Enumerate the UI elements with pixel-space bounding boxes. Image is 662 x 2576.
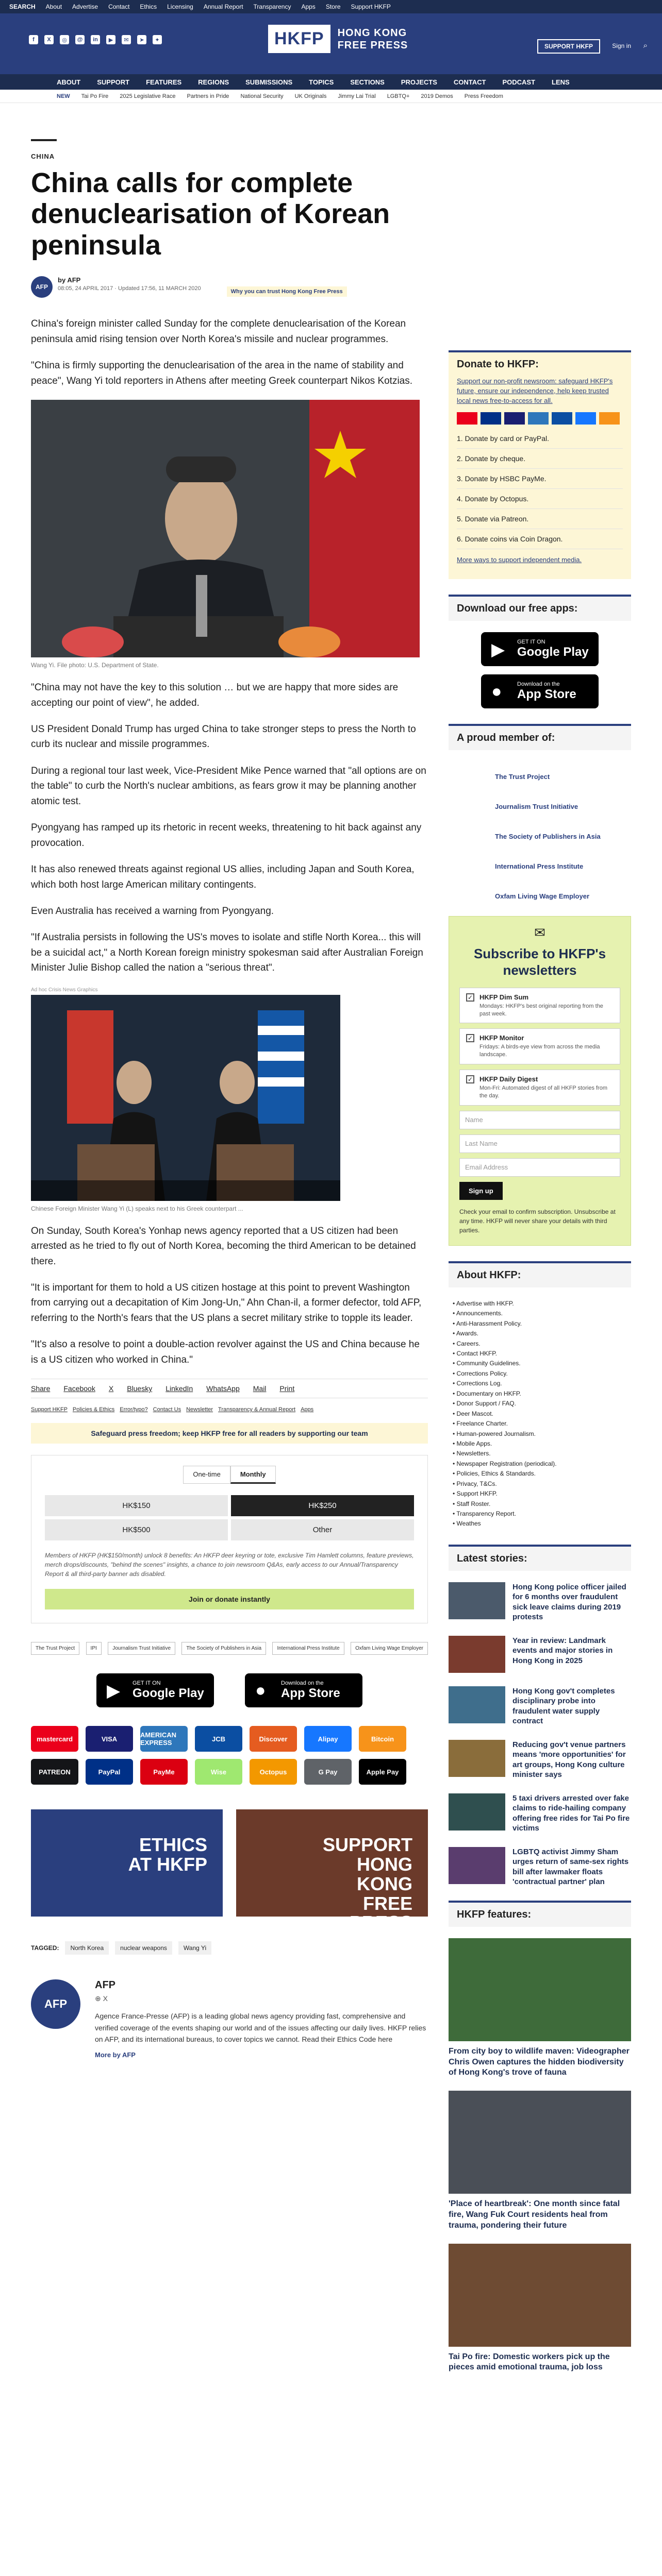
article-paragraph: US President Donald Trump has urged China to take stronger steps to press the North to curb its nuclear and missile programmes. bbox=[31, 724, 416, 750]
story-headline[interactable]: Hong Kong gov't completes disciplinary probe into fraudulent water supply contract bbox=[512, 1686, 615, 1726]
trending-link[interactable]: UK Originals bbox=[294, 93, 327, 99]
member-perks: Members of HKFP (HK$150/month) unlock 8 benefits: An HKFP deer keyring or tote, exclusive Tim Hamlett columns, feature previews, merch drops/discounts, "behind the scenes" insights, a chance to join newsroom Q&As, early access to our Annual/Transparency Report & all third-party banner ads disabled. bbox=[45, 1552, 414, 1578]
donate-option[interactable]: 5. Donate via Patreon. bbox=[457, 509, 623, 529]
by-prefix: by bbox=[58, 276, 68, 284]
payment-methods bbox=[31, 1726, 428, 1785]
about-link[interactable]: • Staff Roster. bbox=[453, 1500, 491, 1507]
payment-logo: Apple Pay bbox=[359, 1759, 406, 1785]
share-link[interactable]: X bbox=[108, 1384, 114, 1393]
about-link[interactable]: • Transparency Report. bbox=[453, 1510, 516, 1517]
trending-link[interactable]: Jimmy Lai Trial bbox=[338, 93, 376, 99]
sign-up-button[interactable]: Sign up bbox=[459, 1182, 503, 1200]
about-link[interactable]: • Policies, Ethics & Standards. bbox=[453, 1470, 536, 1478]
member-logo[interactable]: The Trust Project bbox=[495, 772, 550, 781]
article-photo-athens bbox=[31, 995, 340, 1201]
apple-icon: ● bbox=[491, 682, 502, 702]
latest-story[interactable] bbox=[449, 1847, 631, 1887]
app-store-button[interactable] bbox=[245, 1673, 362, 1707]
partner-logos bbox=[31, 1642, 428, 1655]
article-category[interactable]: CHINA bbox=[31, 152, 55, 160]
newsletter-option-text bbox=[479, 1075, 614, 1100]
about-link[interactable]: • Community Guidelines. bbox=[453, 1360, 521, 1367]
play-small-text: GET IT ON bbox=[517, 639, 545, 646]
tag-chip[interactable]: nuclear weapons bbox=[115, 1941, 172, 1955]
google-play-icon: ▶ bbox=[107, 1681, 121, 1701]
payment-logo: Discover bbox=[250, 1726, 297, 1752]
logo-line-2: FREE PRESS bbox=[337, 39, 408, 51]
footer-link[interactable]: Transparency & Annual Report bbox=[218, 1406, 296, 1413]
payment-logo: Wise bbox=[195, 1759, 242, 1785]
photo2-caption: Chinese Foreign Minister Wang Yi (L) speaks next to his Greek counterpart ... bbox=[31, 1205, 243, 1212]
brand-header bbox=[0, 13, 662, 74]
share-link[interactable]: LinkedIn bbox=[166, 1384, 193, 1393]
donate-option[interactable]: 6. Donate coins via Coin Dragon. bbox=[457, 529, 623, 549]
feature-story[interactable] bbox=[449, 2244, 631, 2374]
article-paragraph: "It's also a resolve to point a double-action revolver against the US and China because he is a US citizen who worked in China." bbox=[31, 1339, 420, 1365]
payment-logo: Bitcoin bbox=[359, 1726, 406, 1752]
story-thumbnail[interactable] bbox=[449, 1636, 505, 1673]
checkbox[interactable]: ✓ bbox=[466, 1075, 474, 1083]
feature-stories bbox=[449, 1938, 631, 2373]
story-thumbnail[interactable] bbox=[449, 1793, 505, 1831]
payment-logo: Octopus bbox=[250, 1759, 297, 1785]
amount-option[interactable]: Other bbox=[231, 1519, 414, 1540]
bitcoin-icon bbox=[599, 412, 620, 425]
donate-card bbox=[449, 350, 631, 579]
article-paragraph: "If Australia persists in following the US's moves to isolate and stifle North Korea... this will be a suicidal act," a North Korean foreign ministry spokesman said after Australian Foreign Minister Julie Bishop called the nation a "serious threat". bbox=[31, 932, 423, 974]
newsletter-option-text bbox=[479, 993, 614, 1018]
trending-link[interactable]: Press Freedom bbox=[464, 93, 503, 99]
author-box bbox=[31, 1979, 428, 2059]
promo-text: SUPPORT HONG KONG FREE PRESS bbox=[322, 1834, 412, 1934]
trending-link[interactable]: Tai Po Fire bbox=[81, 93, 109, 99]
freq-monthly[interactable]: Monthly bbox=[230, 1466, 276, 1484]
top-link[interactable]: Support HKFP bbox=[351, 3, 391, 10]
story-headline[interactable]: Hong Kong police officer jailed for 6 months over fraudulent sick leave claims during 2019 protests bbox=[512, 1582, 626, 1622]
trending-bar bbox=[0, 90, 662, 103]
feature-image[interactable] bbox=[449, 2091, 631, 2194]
about-links bbox=[449, 1299, 631, 1529]
google-play-button[interactable] bbox=[96, 1673, 214, 1707]
youtube-icon[interactable]: ▶ bbox=[106, 35, 115, 44]
about-link[interactable]: • Advertise with HKFP. bbox=[453, 1299, 514, 1307]
promo-banner[interactable] bbox=[31, 1809, 223, 1917]
top-link[interactable]: Store bbox=[325, 3, 341, 10]
amount-option-selected[interactable]: HK$250 bbox=[231, 1495, 414, 1516]
promo-text: ETHICS AT HKFP bbox=[128, 1834, 207, 1875]
latest-stories bbox=[449, 1582, 631, 1887]
story-thumbnail[interactable] bbox=[449, 1582, 505, 1619]
mastercard-icon bbox=[457, 412, 477, 425]
member-logo[interactable]: Oxfam Living Wage Employer bbox=[495, 892, 590, 900]
last-name-field[interactable]: Last Name bbox=[459, 1134, 620, 1153]
about-link[interactable]: • Corrections Log. bbox=[453, 1380, 502, 1387]
trending-link[interactable]: National Security bbox=[240, 93, 284, 99]
search-icon[interactable]: ⌕ bbox=[643, 41, 648, 50]
member-logos bbox=[449, 761, 631, 911]
play-small-text: GET IT ON bbox=[133, 1680, 161, 1687]
visa-icon bbox=[504, 412, 525, 425]
photo-illustration-2 bbox=[31, 995, 340, 1201]
footer-link[interactable]: Policies & Ethics bbox=[72, 1406, 115, 1413]
article-footer-links bbox=[31, 1406, 428, 1413]
photo2-credit: Ad hoc Crisis News Graphics bbox=[31, 987, 98, 993]
sidebar-app-store-button[interactable] bbox=[481, 674, 599, 708]
top-link[interactable]: Licensing bbox=[167, 3, 193, 10]
footer-link[interactable]: Contact Us bbox=[153, 1406, 181, 1413]
top-link[interactable]: Ethics bbox=[140, 3, 157, 10]
promo-banners bbox=[31, 1809, 428, 1934]
payment-logo: PATREON bbox=[31, 1759, 78, 1785]
top-link[interactable]: Annual Report bbox=[203, 3, 243, 10]
latest-story[interactable] bbox=[449, 1793, 631, 1834]
footer-link[interactable]: Newsletter bbox=[186, 1406, 213, 1413]
newsletter-option-desc: Mon-Fri: Automated digest of all HKFP stories from the day. bbox=[479, 1085, 607, 1099]
newsletter-option[interactable] bbox=[459, 1070, 620, 1106]
logo-wordmark bbox=[338, 27, 408, 52]
author-name: AFP bbox=[67, 276, 81, 284]
join-donate-button[interactable]: Join or donate instantly bbox=[45, 1589, 414, 1609]
footer-link[interactable]: Support HKFP bbox=[31, 1406, 68, 1413]
apps-title: Download our free apps: bbox=[449, 595, 631, 621]
member-title: A proud member of: bbox=[449, 724, 631, 750]
checkbox[interactable]: ✓ bbox=[466, 1034, 474, 1042]
byline-text bbox=[58, 276, 201, 292]
more-by-author-link[interactable]: More by AFP bbox=[95, 2051, 136, 2059]
newsletter-option[interactable] bbox=[459, 1028, 620, 1064]
article-tags bbox=[31, 1941, 428, 1955]
article-photo-wang-yi bbox=[31, 400, 420, 657]
support-hkfp-button[interactable]: SUPPORT HKFP bbox=[537, 39, 600, 54]
sign-in-link[interactable]: Sign in bbox=[612, 42, 631, 49]
mail-icon[interactable]: ✉ bbox=[122, 35, 131, 44]
jcb-icon bbox=[552, 412, 572, 425]
article-paragraph: During a regional tour last week, Vice-President Mike Pence warned that "all options are on the table" to curb the North's nuclear ambitions, as fears grow it may be planning another atomic test. bbox=[31, 765, 426, 807]
nav-item[interactable]: ABOUT bbox=[57, 78, 81, 86]
share-link[interactable]: Facebook bbox=[63, 1384, 95, 1393]
article-paragraph: Pyongyang has ramped up its rhetoric in recent weeks, threatening to hit back against any provocation. bbox=[31, 822, 422, 849]
photo-illustration bbox=[31, 400, 420, 657]
nav-item[interactable]: PROJECTS bbox=[401, 78, 437, 86]
x-icon[interactable]: X bbox=[44, 35, 54, 44]
donate-option[interactable]: 4. Donate by Octopus. bbox=[457, 489, 623, 509]
story-headline[interactable]: LGBTQ activist Jimmy Sham urges return of same-sex rights bill after lawmaker floats 'contractual partner' plan bbox=[512, 1847, 629, 1887]
top-utility-bar bbox=[0, 0, 662, 13]
about-link[interactable]: • Weathes bbox=[453, 1520, 481, 1528]
payment-logo: VISA bbox=[86, 1726, 133, 1752]
trending-link[interactable]: 2019 Demos bbox=[421, 93, 453, 99]
app-store-buttons bbox=[31, 1673, 428, 1707]
nav-item[interactable]: PODCAST bbox=[502, 78, 536, 86]
instagram-icon[interactable]: ◎ bbox=[60, 35, 69, 44]
date-text: 08:05, 24 APRIL 2017 bbox=[58, 285, 113, 292]
article-body-part-1 bbox=[31, 316, 428, 388]
trending-link[interactable]: 2025 Legislative Race bbox=[120, 93, 176, 99]
newsletter-option-title: HKFP Dim Sum bbox=[479, 993, 529, 1001]
apple-small-text: Download on the bbox=[281, 1680, 324, 1687]
donate-widget bbox=[31, 1455, 428, 1623]
newsletter-options bbox=[459, 988, 620, 1106]
about-link[interactable]: • Contact HKFP. bbox=[453, 1350, 498, 1357]
share-link[interactable]: Print bbox=[279, 1384, 295, 1393]
top-link[interactable]: Advertise bbox=[72, 3, 98, 10]
email-field[interactable]: Email Address bbox=[459, 1158, 620, 1177]
newsletter-option-title: HKFP Daily Digest bbox=[479, 1075, 538, 1083]
article-column bbox=[31, 139, 428, 2059]
trust-banner-link[interactable]: Why you can trust Hong Kong Free Press bbox=[227, 286, 347, 297]
donate-card-payment-icons bbox=[457, 412, 623, 425]
newsletter-note: Check your email to confirm subscription. Unsubscribe at any time. HKFP will never share your details with third parties. bbox=[459, 1208, 616, 1234]
newsletter-option-desc: Fridays: A birds-eye view from across the media landscape. bbox=[479, 1044, 600, 1058]
feature-headline[interactable]: Tai Po fire: Domestic workers pick up the pieces amid emotional trauma, job loss bbox=[449, 2352, 610, 2372]
latest-story[interactable] bbox=[449, 1636, 631, 1673]
feature-headline[interactable]: 'Place of heartbreak': One month since fatal fire, Wang Fuk Court residents heal from trauma, pondering their future bbox=[449, 2199, 620, 2230]
latest-story[interactable] bbox=[449, 1740, 631, 1780]
google-play-icon: ▶ bbox=[491, 640, 505, 660]
member-logo[interactable]: International Press Institute bbox=[495, 862, 584, 870]
sidebar-google-play-button[interactable] bbox=[481, 632, 599, 666]
partner-logo[interactable]: IPI bbox=[86, 1642, 102, 1655]
partner-logo[interactable]: The Society of Publishers in Asia bbox=[181, 1642, 266, 1655]
first-name-field[interactable]: Name bbox=[459, 1111, 620, 1129]
more-ways-link[interactable]: More ways to support independent media. bbox=[457, 555, 582, 564]
newsletter-option[interactable] bbox=[459, 988, 620, 1024]
share-link[interactable]: Share bbox=[31, 1384, 51, 1393]
story-headline[interactable]: 5 taxi drivers arrested over fake claims to ride-hailing company offering free rides for Tai Po fire victims bbox=[512, 1793, 630, 1833]
frequency-toggle bbox=[45, 1466, 414, 1484]
telegram-icon[interactable]: ➤ bbox=[137, 35, 146, 44]
publish-date: 08:05, 24 APRIL 2017 · Updated 17:56, 11 MARCH 2020 bbox=[58, 285, 201, 292]
payment-logo: mastercard bbox=[31, 1726, 78, 1752]
about-link[interactable]: • Newsletters. bbox=[453, 1450, 491, 1458]
payment-logo: JCB bbox=[195, 1726, 242, 1752]
nav-item[interactable]: SUBMISSIONS bbox=[245, 78, 293, 86]
about-link[interactable]: • Careers. bbox=[453, 1340, 481, 1347]
payment-logo: G Pay bbox=[304, 1759, 352, 1785]
share-link[interactable]: Mail bbox=[253, 1384, 267, 1393]
threads-icon[interactable]: @ bbox=[75, 35, 85, 44]
member-logo[interactable]: Journalism Trust Initiative bbox=[495, 802, 578, 810]
trending-link[interactable]: Partners in Pride bbox=[187, 93, 229, 99]
latest-title: Latest stories: bbox=[449, 1545, 631, 1571]
share-link[interactable]: WhatsApp bbox=[206, 1384, 240, 1393]
newsletter-option-text bbox=[479, 1034, 614, 1059]
about-link[interactable]: • Donor Support / FAQ. bbox=[453, 1400, 516, 1408]
donate-card-blurb[interactable]: Support our non-profit newsroom: safeguard HKFP's future, ensure our independence, help keep trusted local news free-to-access for all. bbox=[457, 377, 613, 404]
footer-link[interactable]: Error/typo? bbox=[120, 1406, 148, 1413]
freq-one-time[interactable]: One-time bbox=[183, 1466, 230, 1484]
amount-option[interactable]: HK$150 bbox=[45, 1495, 228, 1516]
article-paragraph: "China may not have the key to this solution … but we are happy that more sides are accepting our point of view", he added. bbox=[31, 682, 399, 708]
tag-chip[interactable]: North Korea bbox=[65, 1941, 109, 1955]
about-link[interactable]: • Privacy, T&Cs. bbox=[453, 1480, 497, 1487]
story-headline[interactable]: Reducing gov't venue partners means 'more opportunities' for art groups, Hong Kong culture minister says bbox=[512, 1740, 626, 1780]
play-big-text: Google Play bbox=[517, 645, 589, 659]
top-link[interactable]: Transparency bbox=[253, 3, 291, 10]
byline bbox=[31, 276, 428, 298]
features-title: HKFP features: bbox=[449, 1901, 631, 1927]
article-body-part-3 bbox=[31, 1224, 428, 1368]
article-title: China calls for complete denuclearisation of Korean peninsula bbox=[31, 167, 390, 261]
about-link[interactable]: • Freelance Charter. bbox=[453, 1420, 508, 1428]
partner-logo[interactable]: Oxfam Living Wage Employer bbox=[351, 1642, 428, 1655]
newsletter-option-title: HKFP Monitor bbox=[479, 1034, 524, 1042]
donate-option[interactable]: 1. Donate by card or PayPal. bbox=[457, 429, 623, 449]
story-thumbnail[interactable] bbox=[449, 1740, 505, 1777]
facebook-icon[interactable]: f bbox=[29, 35, 38, 44]
top-search-link[interactable]: SEARCH bbox=[9, 3, 36, 10]
author-link[interactable] bbox=[58, 276, 201, 284]
partner-logo[interactable]: The Trust Project bbox=[31, 1642, 79, 1655]
tag-chip[interactable]: Wang Yi bbox=[178, 1941, 211, 1955]
feature-image[interactable] bbox=[449, 1938, 631, 2041]
nav-item[interactable]: FEATURES bbox=[146, 78, 182, 86]
top-link[interactable]: Contact bbox=[108, 3, 130, 10]
checkbox[interactable]: ✓ bbox=[466, 993, 474, 1002]
about-link[interactable]: • Mobile Apps. bbox=[453, 1439, 492, 1447]
about-link[interactable]: • Support HKFP. bbox=[453, 1490, 498, 1498]
story-thumbnail[interactable] bbox=[449, 1686, 505, 1723]
about-link[interactable]: • Human-powered Journalism. bbox=[453, 1430, 536, 1437]
logo-mark: HKFP bbox=[268, 25, 330, 53]
donate-option[interactable]: 3. Donate by HSBC PayMe. bbox=[457, 469, 623, 489]
about-link[interactable]: • Corrections Policy. bbox=[453, 1369, 508, 1377]
payment-logo: Alipay bbox=[304, 1726, 352, 1752]
article-paragraph: On Sunday, South Korea's Yonhap news agency reported that a US citizen had been arrested as he tried to fly out of North Korea, becoming the third American to be detained there. bbox=[31, 1225, 416, 1267]
about-link[interactable]: • Anti-Harassment Policy. bbox=[453, 1319, 522, 1327]
social-icons bbox=[29, 35, 162, 44]
globe-icon[interactable]: ⊕ bbox=[95, 1994, 101, 2003]
trending-link[interactable]: LGBTQ+ bbox=[387, 93, 410, 99]
amount-options bbox=[45, 1495, 414, 1540]
member-logo[interactable]: The Society of Publishers in Asia bbox=[495, 832, 601, 840]
author-box-text bbox=[95, 1979, 428, 2059]
nav-item[interactable]: LENS bbox=[552, 78, 570, 86]
share-link[interactable]: Bluesky bbox=[127, 1384, 153, 1393]
updated-text: Updated 17:56, 11 MARCH 2020 bbox=[118, 285, 201, 292]
latest-story[interactable] bbox=[449, 1686, 631, 1726]
paypal-icon bbox=[481, 412, 501, 425]
story-headline[interactable]: Year in review: Landmark events and major stories in Hong Kong in 2025 bbox=[512, 1636, 613, 1665]
article-paragraph: It has also renewed threats against regional US allies, including Japan and South Korea, which both host large American military contingents. bbox=[31, 864, 415, 890]
payment-logo: PayPal bbox=[86, 1759, 133, 1785]
amex-icon bbox=[528, 412, 549, 425]
footer-link[interactable]: Apps bbox=[301, 1406, 314, 1413]
about-link[interactable]: • Awards. bbox=[453, 1330, 479, 1337]
author-box-bio: Agence France-Presse (AFP) is a leading global news agency providing fast, comprehensive and verified coverage of the events shaping our world and of the issues affecting our daily lives. HKFP relies on AFP, and its international bureaus, to cover topics we cannot. Read their Ethics Code here bbox=[95, 2012, 426, 2043]
bluesky-icon[interactable]: ✦ bbox=[153, 35, 162, 44]
linkedin-icon[interactable]: in bbox=[91, 35, 100, 44]
about-link[interactable]: • Documentary on HKFP. bbox=[453, 1389, 521, 1397]
support-strip[interactable]: Safeguard press freedom; keep HKFP free for all readers by supporting our team bbox=[31, 1423, 428, 1444]
donate-options bbox=[457, 429, 623, 549]
author-box-avatar[interactable]: AFP bbox=[31, 1979, 80, 2029]
newsletter-option-desc: Mondays: HKFP's best original reporting from the past week. bbox=[479, 1003, 603, 1017]
article-paragraph: Even Australia has received a warning from Pyongyang. bbox=[31, 905, 274, 917]
new-label: NEW bbox=[57, 93, 70, 99]
feature-story[interactable] bbox=[449, 1938, 631, 2078]
apple-big-text: App Store bbox=[517, 687, 576, 702]
nav-item[interactable]: CONTACT bbox=[453, 78, 486, 86]
main-nav bbox=[0, 74, 662, 90]
apple-icon: ● bbox=[255, 1681, 266, 1701]
nav-item[interactable]: REGIONS bbox=[198, 78, 229, 86]
article-paragraph: "It is important for them to hold a US citizen hostage at this point to prevent Washington from carrying out a decapitation of Kim Jong-Un," Ahn Chan-il, a former defector, told AFP, referring to the North's fears that the US plans a secret military strike to topple its leader. bbox=[31, 1282, 422, 1324]
author-social-icons bbox=[95, 1994, 428, 2003]
play-big-text: Google Play bbox=[133, 1686, 204, 1701]
photo1-caption: Wang Yi. File photo: U.S. Department of State. bbox=[31, 662, 159, 669]
nav-item[interactable]: SUPPORT bbox=[97, 78, 130, 86]
about-link[interactable]: • Announcements. bbox=[453, 1310, 503, 1317]
nav-item[interactable]: SECTIONS bbox=[350, 78, 385, 86]
envelope-icon: ✉ bbox=[534, 925, 545, 941]
apple-small-text: Download on the bbox=[517, 681, 560, 688]
newsletter-title: Subscribe to HKFP's newsletters bbox=[473, 946, 606, 978]
top-link[interactable]: About bbox=[45, 3, 62, 10]
story-thumbnail[interactable] bbox=[449, 1847, 505, 1884]
top-link[interactable]: Apps bbox=[301, 3, 316, 10]
about-title: About HKFP: bbox=[449, 1261, 631, 1287]
sidebar bbox=[449, 350, 631, 2385]
feature-image[interactable] bbox=[449, 2244, 631, 2347]
apple-big-text: App Store bbox=[281, 1686, 340, 1701]
tags-label: TAGGED: bbox=[31, 1944, 59, 1952]
article-paragraph: "China is firmly supporting the denuclearisation of the area in the name of stability and peace", Wang Yi told reporters in Athens after meeting Greek counterpart Nikos Kotzias. bbox=[31, 360, 413, 386]
author-box-name[interactable]: AFP bbox=[95, 1979, 115, 1991]
feature-story[interactable] bbox=[449, 2091, 631, 2231]
article-paragraph: China's foreign minister called Sunday for the complete denuclearisation of the Korean peninsula amid rising tension over North Korea's missile and nuclear programmes. bbox=[31, 318, 406, 345]
newsletter-signup bbox=[449, 916, 631, 1245]
about-link[interactable]: • Deer Mascot. bbox=[453, 1410, 493, 1417]
payment-logo: PayMe bbox=[140, 1759, 188, 1785]
site-logo[interactable] bbox=[268, 25, 408, 53]
partner-logo[interactable]: International Press Institute bbox=[272, 1642, 344, 1655]
payment-logo: AMERICAN EXPRESS bbox=[140, 1726, 188, 1752]
share-bar bbox=[31, 1379, 428, 1398]
promo-banner[interactable] bbox=[236, 1809, 428, 1934]
donate-option[interactable]: 2. Donate by cheque. bbox=[457, 449, 623, 469]
nav-item[interactable]: TOPICS bbox=[309, 78, 334, 86]
about-link[interactable]: • Newspaper Registration (periodical). bbox=[453, 1460, 557, 1467]
donate-card-title: Donate to HKFP: bbox=[457, 359, 539, 370]
partner-logo[interactable]: Journalism Trust Initiative bbox=[108, 1642, 175, 1655]
amount-option[interactable]: HK$500 bbox=[45, 1519, 228, 1540]
x-icon[interactable]: X bbox=[103, 1994, 108, 2003]
category-rule bbox=[31, 139, 57, 141]
latest-story[interactable] bbox=[449, 1582, 631, 1622]
feature-headline[interactable]: From city boy to wildlife maven: Videographer Chris Owen captures the hidden biodiversity of Hong Kong's trove of fauna bbox=[449, 2046, 630, 2077]
article-body-part-2 bbox=[31, 680, 428, 976]
logo-line-1: HONG KONG bbox=[337, 27, 407, 39]
author-avatar[interactable]: AFP bbox=[31, 276, 53, 298]
alipay-icon bbox=[575, 412, 596, 425]
